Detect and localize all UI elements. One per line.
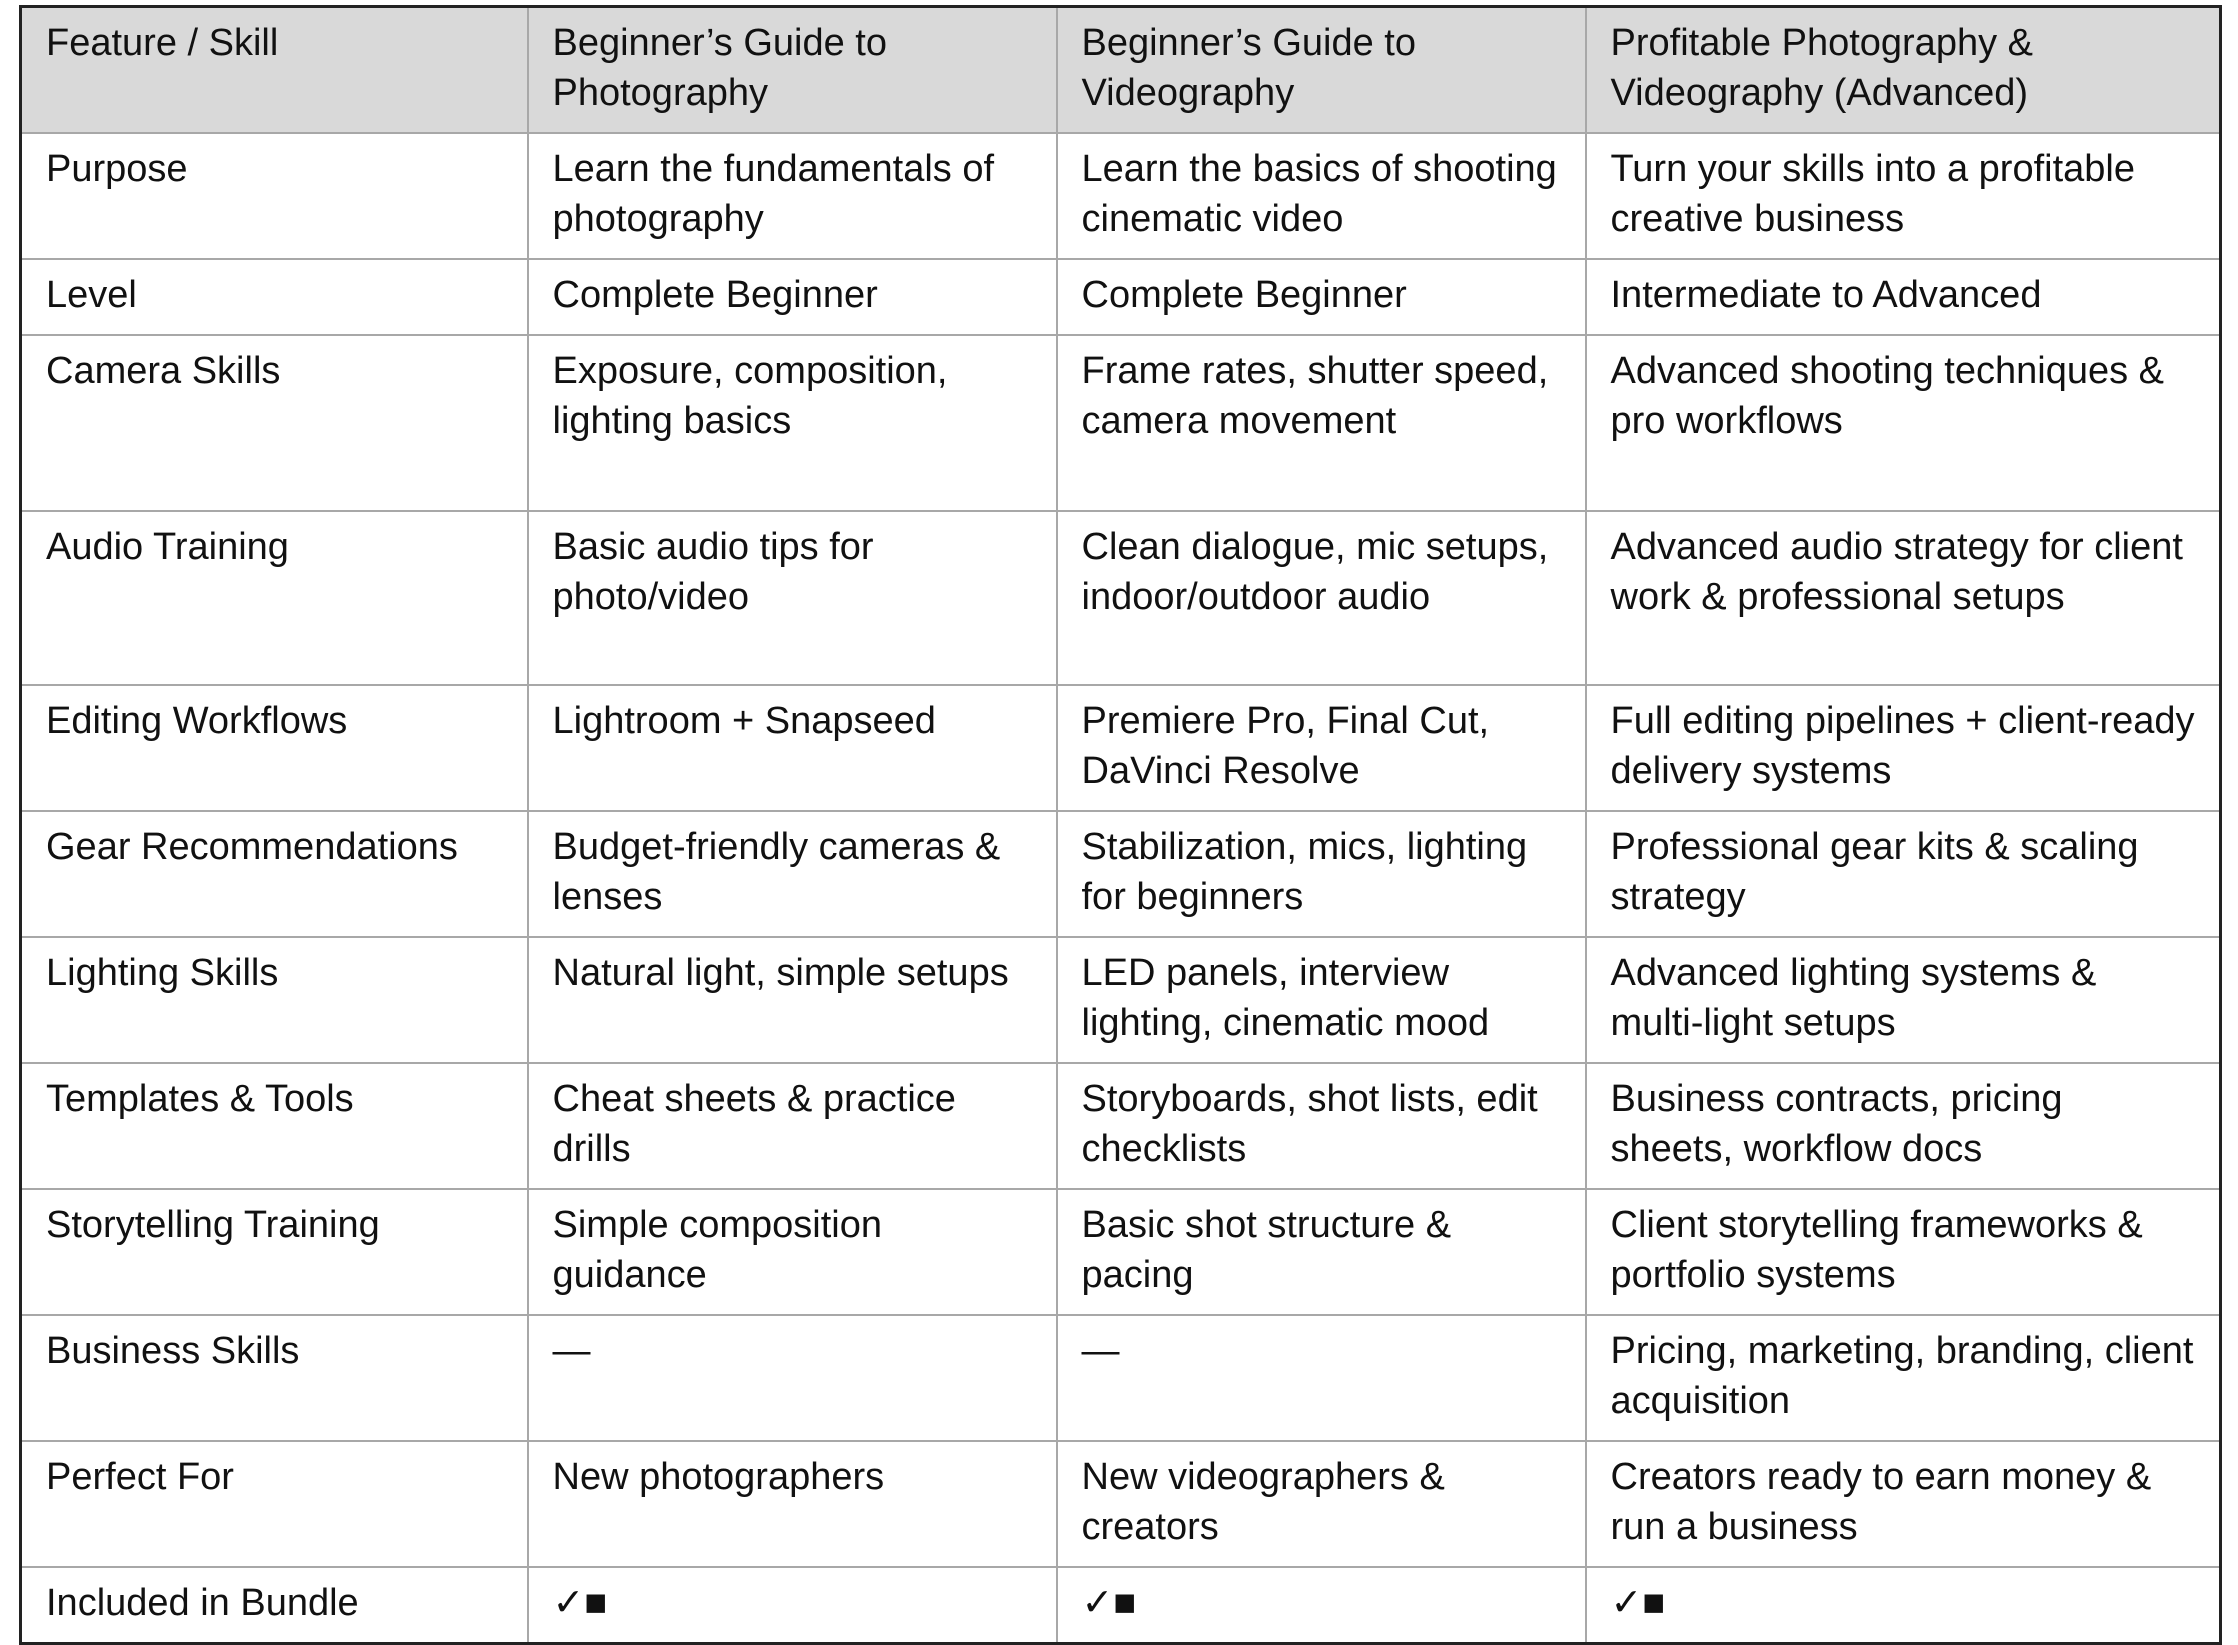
- table-row: [21, 1189, 2221, 1315]
- table-row: [21, 1063, 2221, 1189]
- table-cell: New photographers: [528, 1441, 1057, 1567]
- table-cell: Exposure, composition, lighting basics: [528, 335, 1057, 511]
- table-cell: ✓■: [1057, 1567, 1586, 1644]
- table-cell: Learn the basics of shooting cinematic video: [1057, 133, 1586, 259]
- table-cell: —: [1057, 1315, 1586, 1441]
- table-cell: Creators ready to earn money & run a business: [1586, 1441, 2221, 1567]
- table-cell: Business contracts, pricing sheets, workflow docs: [1586, 1063, 2221, 1189]
- comparison-table: [19, 5, 2222, 1645]
- feature-label: Perfect For: [21, 1441, 528, 1567]
- header-advanced: Profitable Photography & Videography (Advanced): [1586, 7, 2221, 134]
- table-cell: Stabilization, mics, lighting for beginners: [1057, 811, 1586, 937]
- table-cell: Professional gear kits & scaling strategy: [1586, 811, 2221, 937]
- table-cell: Advanced lighting systems & multi-light setups: [1586, 937, 2221, 1063]
- table-cell: ✓■: [528, 1567, 1057, 1644]
- header-feature: Feature / Skill: [21, 7, 528, 134]
- table-cell: Advanced shooting techniques & pro workflows: [1586, 335, 2221, 511]
- table-cell: Client storytelling frameworks & portfolio systems: [1586, 1189, 2221, 1315]
- feature-label: Purpose: [21, 133, 528, 259]
- table-row: [21, 1315, 2221, 1441]
- table-cell: Complete Beginner: [528, 259, 1057, 335]
- table-cell: Storyboards, shot lists, edit checklists: [1057, 1063, 1586, 1189]
- table-cell: New videographers & creators: [1057, 1441, 1586, 1567]
- table-cell: LED panels, interview lighting, cinematic mood: [1057, 937, 1586, 1063]
- table-cell: Intermediate to Advanced: [1586, 259, 2221, 335]
- table-cell: Natural light, simple setups: [528, 937, 1057, 1063]
- feature-label: Camera Skills: [21, 335, 528, 511]
- header-photography: Beginner’s Guide to Photography: [528, 7, 1057, 134]
- feature-label: Level: [21, 259, 528, 335]
- table-row: [21, 1441, 2221, 1567]
- table-row: [21, 133, 2221, 259]
- table-cell: Complete Beginner: [1057, 259, 1586, 335]
- table-row: [21, 259, 2221, 335]
- table-cell: Simple composition guidance: [528, 1189, 1057, 1315]
- feature-label: Editing Workflows: [21, 685, 528, 811]
- header-row: [21, 7, 2221, 134]
- feature-label: Gear Recommendations: [21, 811, 528, 937]
- table-cell: Lightroom + Snapseed: [528, 685, 1057, 811]
- feature-label: Templates & Tools: [21, 1063, 528, 1189]
- feature-label: Storytelling Training: [21, 1189, 528, 1315]
- header-videography: Beginner’s Guide to Videography: [1057, 7, 1586, 134]
- table-cell: Clean dialogue, mic setups, indoor/outdoor audio: [1057, 511, 1586, 685]
- feature-label: Business Skills: [21, 1315, 528, 1441]
- table-row: [21, 685, 2221, 811]
- table-cell: Premiere Pro, Final Cut, DaVinci Resolve: [1057, 685, 1586, 811]
- feature-label: Lighting Skills: [21, 937, 528, 1063]
- table-cell: Full editing pipelines + client-ready delivery systems: [1586, 685, 2221, 811]
- table-cell: Pricing, marketing, branding, client acquisition: [1586, 1315, 2221, 1441]
- table-cell: Cheat sheets & practice drills: [528, 1063, 1057, 1189]
- table-cell: Advanced audio strategy for client work & professional setups: [1586, 511, 2221, 685]
- feature-label: Audio Training: [21, 511, 528, 685]
- table-cell: —: [528, 1315, 1057, 1441]
- table-row: [21, 335, 2221, 511]
- table-cell: Budget-friendly cameras & lenses: [528, 811, 1057, 937]
- table-cell: ✓■: [1586, 1567, 2221, 1644]
- table-row: [21, 811, 2221, 937]
- table-row: [21, 511, 2221, 685]
- table-cell: Learn the fundamentals of photography: [528, 133, 1057, 259]
- feature-label: Included in Bundle: [21, 1567, 528, 1644]
- table-cell: Turn your skills into a profitable creative business: [1586, 133, 2221, 259]
- table-row: [21, 937, 2221, 1063]
- table-row: [21, 1567, 2221, 1644]
- table-cell: Basic shot structure & pacing: [1057, 1189, 1586, 1315]
- table-cell: Basic audio tips for photo/video: [528, 511, 1057, 685]
- table-cell: Frame rates, shutter speed, camera movement: [1057, 335, 1586, 511]
